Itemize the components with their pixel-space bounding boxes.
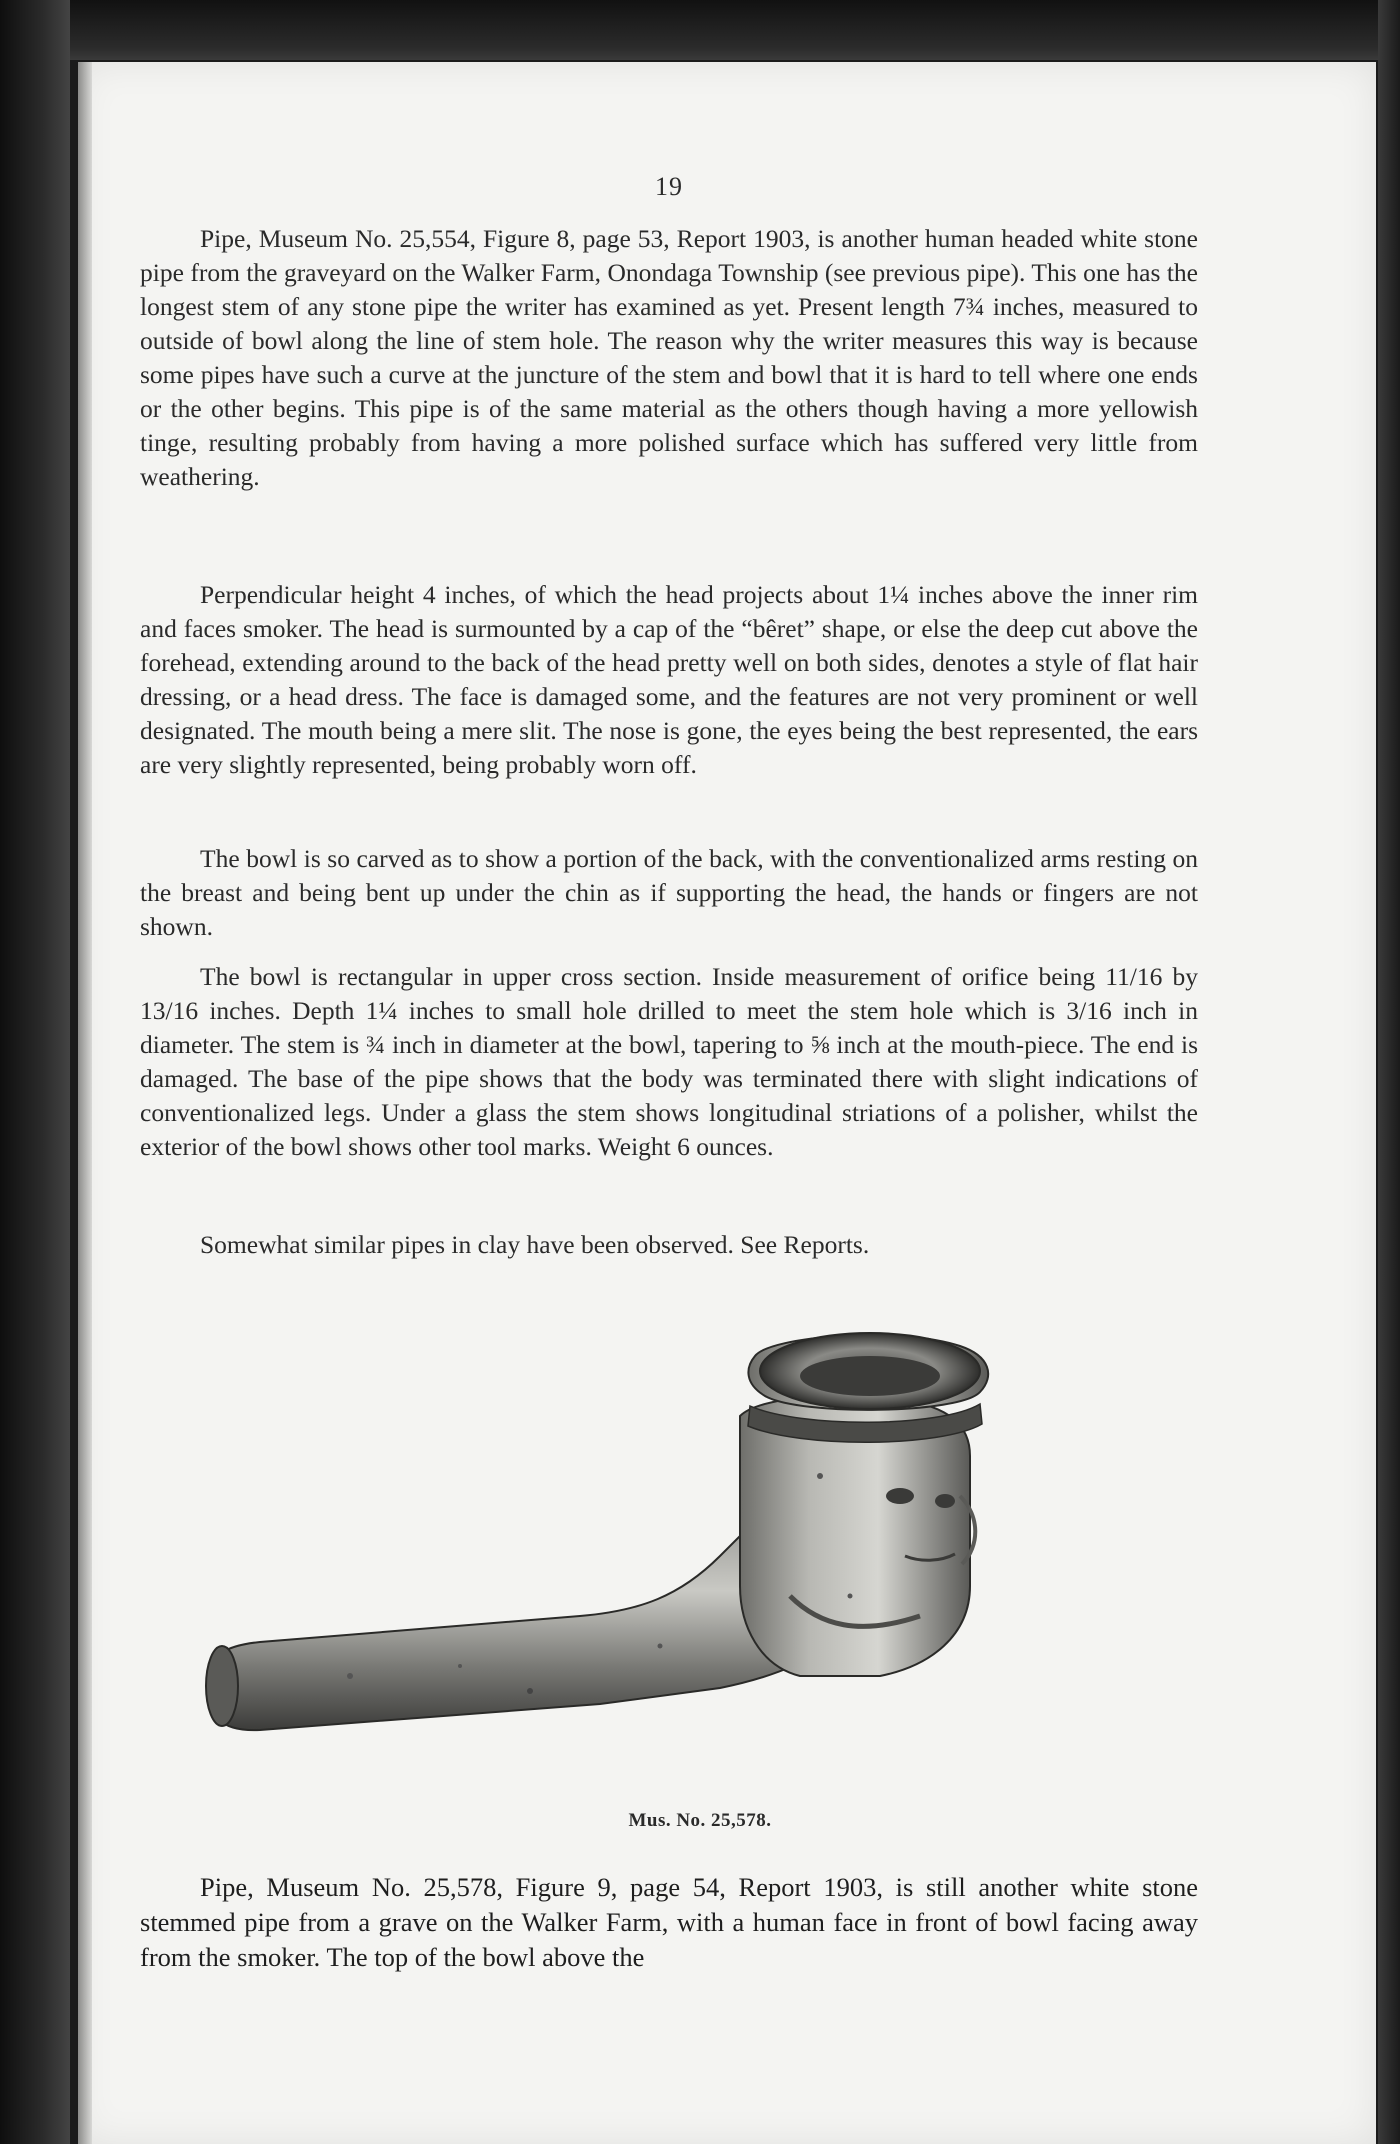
figure-caption: Mus. No. 25,578. <box>628 1810 772 1831</box>
paragraph-pipe-25578: Pipe, Museum No. 25,578, Figure 9, page 54, Report 1903, is still another white stone stemmed pipe from a grave on the Walker Farm, with a human face in front of bowl facing away from the smoker. The top of the bowl above the <box>140 1872 1198 1972</box>
pipe-photograph <box>200 1296 1100 1796</box>
scan-border-top <box>0 0 1400 60</box>
paragraph-bowl-carving: The bowl is so carved as to show a portion of the back, with the conventionalized arms resting on the breast and being bent up under the chin as if supporting the head, the hands or fingers are not shown. <box>140 844 1198 941</box>
paragraph-similar-pipes: Somewhat similar pipes in clay have been observed. See Reports. <box>200 1230 870 1259</box>
pipe-illustration <box>200 1296 1100 1796</box>
page-number: 19 <box>655 172 683 201</box>
paragraph-bowl-measurements: The bowl is rectangular in upper cross section. Inside measurement of orifice being 11/16 by 13/16 inches. Depth 1¼ inches to small hole drilled to meet the stem hole which is 3/16 inch in diameter. The stem is ¾ inch in diameter at the bowl, tapering to ⅝ inch at the mouth-piece. The end is damaged. The base of the pipe shows that the body was terminated there with slight indications of conventionalized legs. Under a glass the stem shows longitudinal striations of a polisher, whilst the exterior of the bowl shows other tool marks. Weight 6 ounces. <box>140 962 1198 1161</box>
paragraph-pipe-25554: Pipe, Museum No. 25,554, Figure 8, page 53, Report 1903, is another human headed white stone pipe from the graveyard on the Walker Farm, Onondaga Township (see previous pipe). This one has the longest stem of any stone pipe the writer has examined as yet. Present length 7¾ inches, measured to outside of bowl along the line of stem hole. The reason why the writer measures this way is because some pipes have such a curve at the juncture of the stem and bowl that it is hard to tell where one ends or the other begins. This pipe is of the same material as the others though having a more yellowish tinge, resulting probably from having a more polished surface which has suffered very little from weathering. <box>140 224 1198 491</box>
paragraph-perpendicular-height: Perpendicular height 4 inches, of which the head projects about 1¼ inches above the inner rim and faces smoker. The head is surmounted by a cap of the “bêret” shape, or else the deep cut above the forehead, extending around to the back of the head pretty well on both sides, denotes a style of flat hair dressing, or a head dress. The face is damaged some, and the features are not very prominent or well designated. The mouth being a mere slit. The nose is gone, the eyes being the best represented, the ears are very slightly represented, being probably worn off. <box>140 580 1198 779</box>
